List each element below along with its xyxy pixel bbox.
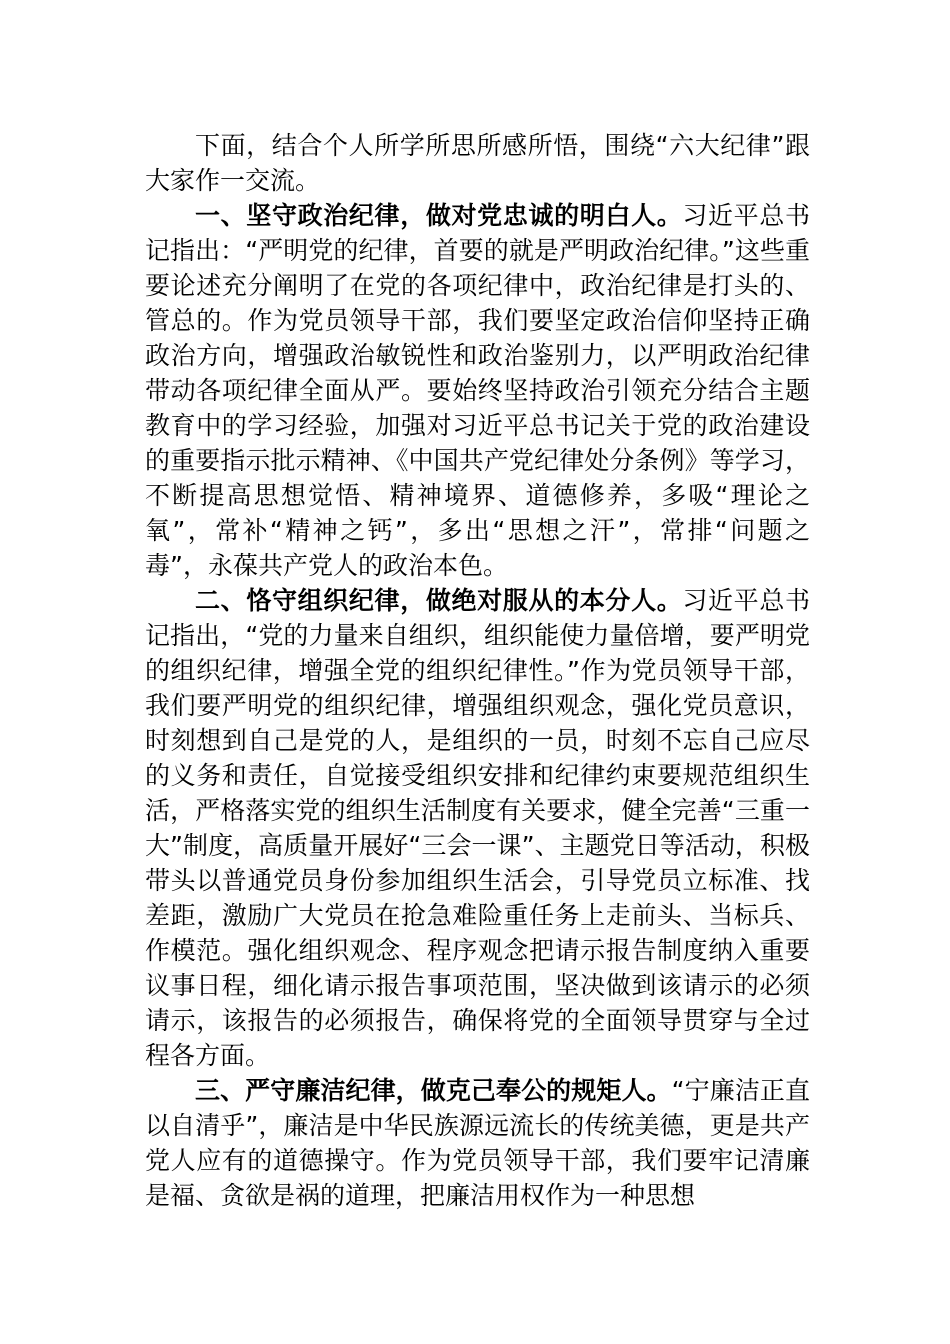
document-body (145, 128, 810, 1213)
section-1-text: 习近平总书记指出：“严明党的纪律，首要的就是严明政治纪律。”这些重要论述充分阐明了在党的各项纪律中，政治纪律是打头的、管总的。作为党员领导干部，我们要坚定政治信仰坚持正确政治方向，增强政治敏锐性和政治鉴别力，以严明政治纪律带动各项纪律全面从严。要始终坚持政治引领充分结合主题教育中的学习经验，加强对习近平总书记关于党的政治建设的重要指示批示精神、《中国共产党纪律处分条例》等学习，不断提高思想觉悟、精神境界、道德修养，多吸“理论之氧”，常补“精神之钙”，多出“思想之汗”，常排“问题之毒”，永葆共产党人的政治本色。 (145, 201, 810, 580)
section-1-paragraph (145, 198, 810, 583)
section-2-paragraph (145, 583, 810, 1073)
intro-paragraph (145, 128, 810, 198)
section-2-heading: 二、恪守组织纪律，做绝对服从的本分人。 (195, 586, 683, 615)
intro-text: 下面，结合个人所学所思所感所悟，围绕“六大纪律”跟大家作一交流。 (145, 131, 810, 195)
section-3-heading: 三、严守廉洁纪律，做克己奉公的规矩人。 (195, 1076, 672, 1105)
section-3-paragraph (145, 1073, 810, 1213)
section-3-text: “宁廉洁正直以自清乎”，廉洁是中华民族源远流长的传统美德，更是共产党人应有的道德操守。作为党员领导干部，我们要牢记清廉是福、贪欲是祸的道理，把廉洁用权作为一种思想 (145, 1076, 811, 1210)
section-2-text: 习近平总书记指出，“党的力量来自组织，组织能使力量倍增，要严明党的组织纪律，增强全党的组织纪律性。”作为党员领导干部，我们要严明党的组织纪律，增强组织观念，强化党员意识，时刻想到自己是党的人，是组织的一员，时刻不忘自己应尽的义务和责任，自觉接受组织安排和纪律约束要规范组织生活，严格落实党的组织生活制度有关要求，健全完善“三重一大”制度，高质量开展好“三会一课”、主题党日等活动，积极带头以普通党员身份参加组织生活会，引导党员立标准、找差距，激励广大党员在抢急难险重任务上走前头、当标兵、作模范。强化组织观念、程序观念把请示报告制度纳入重要议事日程，细化请示报告事项范围，坚决做到该请示的必须请示，该报告的必须报告，确保将党的全面领导贯穿与全过程各方面。 (145, 586, 810, 1070)
section-1-heading: 一、坚守政治纪律，做对党忠诚的明白人。 (195, 201, 683, 230)
